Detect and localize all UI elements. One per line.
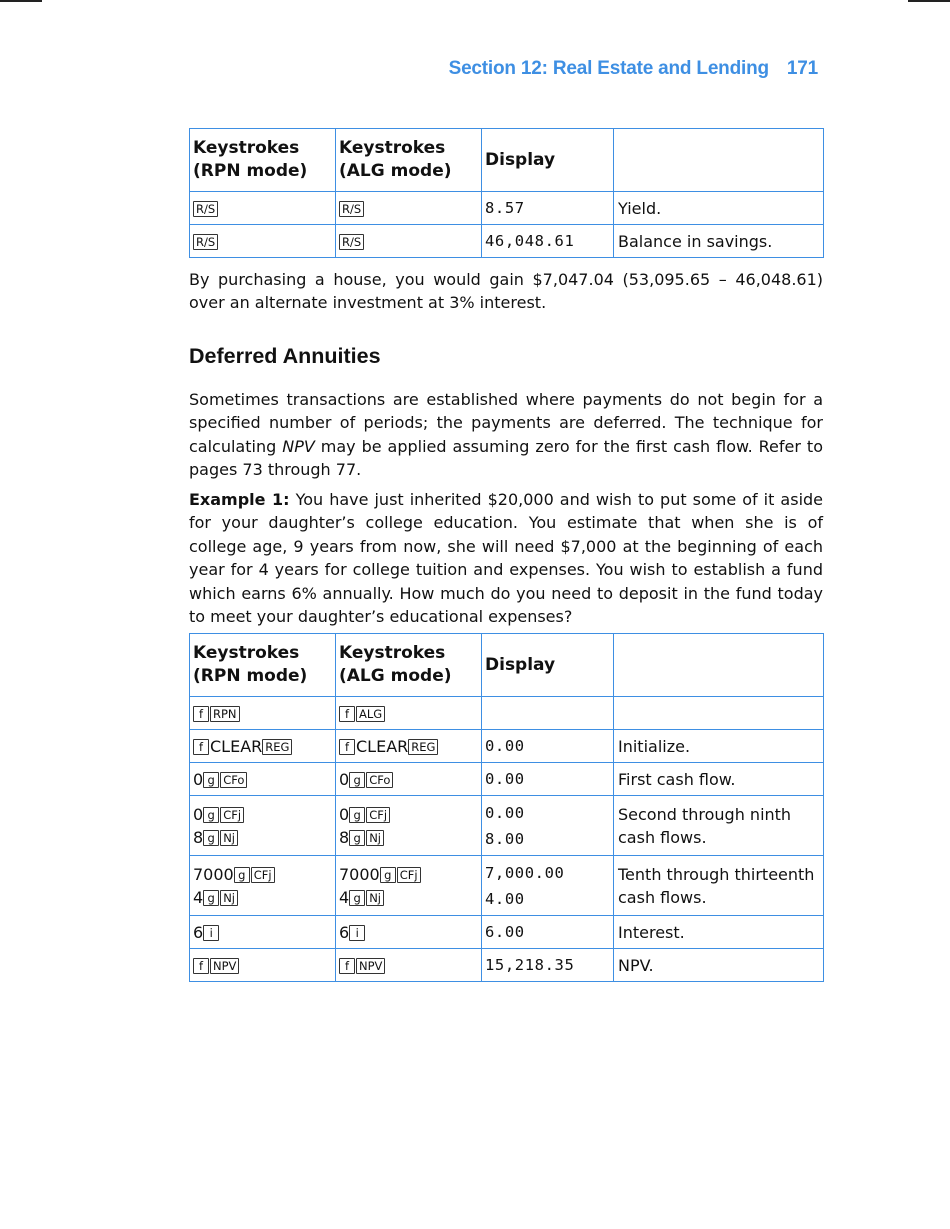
entry-number: 7000 bbox=[193, 864, 234, 884]
running-header bbox=[449, 58, 818, 80]
table-row bbox=[190, 856, 824, 916]
table-row bbox=[190, 192, 824, 225]
key-rpn: RPN bbox=[210, 706, 240, 722]
key-cfj: CFj bbox=[366, 807, 390, 823]
keystroke-line bbox=[339, 803, 481, 826]
key-run-stop: R/S bbox=[339, 234, 364, 250]
table-header-row bbox=[190, 129, 824, 192]
alg-keys bbox=[336, 192, 482, 225]
display-value bbox=[482, 796, 614, 856]
key-run-stop: R/S bbox=[193, 201, 218, 217]
key-g: g bbox=[203, 890, 219, 906]
keystroke-line bbox=[339, 886, 481, 909]
section-heading: Section 12: Real Estate and Lending bbox=[448, 58, 769, 79]
key-f: f bbox=[339, 739, 355, 755]
rpn-keys bbox=[190, 192, 336, 225]
description: Interest. bbox=[614, 916, 824, 949]
entry-number: 0 bbox=[339, 769, 350, 789]
key-nj: Nj bbox=[220, 830, 238, 846]
key-cfj: CFj bbox=[397, 867, 421, 883]
key-i: i bbox=[349, 925, 365, 941]
key-cf0: CFo bbox=[220, 772, 247, 788]
alg-keys bbox=[336, 916, 482, 949]
alg-keys bbox=[336, 949, 482, 982]
npv-term: NPV bbox=[282, 436, 315, 456]
entry-number: 6 bbox=[339, 922, 350, 942]
entry-number: 7000 bbox=[339, 864, 380, 884]
alg-keys bbox=[336, 856, 482, 916]
header-display: Display bbox=[482, 634, 614, 697]
rpn-keys bbox=[190, 730, 336, 763]
keystroke-line bbox=[339, 826, 481, 849]
table-header-row bbox=[190, 634, 824, 697]
rpn-keys bbox=[190, 916, 336, 949]
display-value: 0.00 bbox=[482, 763, 614, 796]
alg-keys bbox=[336, 225, 482, 258]
entry-number: 0 bbox=[193, 769, 204, 789]
keystroke-line bbox=[193, 863, 335, 886]
header-alg: Keystrokes (ALG mode) bbox=[336, 129, 482, 192]
key-cfj: CFj bbox=[251, 867, 275, 883]
key-i: i bbox=[203, 925, 219, 941]
table-row bbox=[190, 949, 824, 982]
key-g: g bbox=[380, 867, 396, 883]
key-reg: REG bbox=[262, 739, 292, 755]
entry-number: 8 bbox=[339, 827, 350, 847]
keystroke-table-2 bbox=[189, 633, 824, 982]
entry-number: 0 bbox=[193, 804, 204, 824]
key-cf0: CFo bbox=[366, 772, 393, 788]
table-row bbox=[190, 225, 824, 258]
key-g: g bbox=[349, 772, 365, 788]
rpn-keys bbox=[190, 796, 336, 856]
keystroke-line bbox=[339, 863, 481, 886]
paragraph-example bbox=[189, 488, 823, 628]
crop-mark-right bbox=[908, 0, 950, 2]
example-text: You have just inherited $20,000 and wish to put some of it aside for your daughter’s college education. You estimate that when she is of college age, 9 years from now, she will need $7,000 at the beginning of each year for 4 years for college tuition and expenses. You wish to establish a fund which earns 6% annually. How much do you need to deposit in the fund today to meet your daughter’s educational expenses? bbox=[189, 490, 824, 627]
description bbox=[614, 697, 824, 730]
key-nj: Nj bbox=[220, 890, 238, 906]
description: Balance in savings. bbox=[614, 225, 824, 258]
key-f: f bbox=[193, 739, 209, 755]
display-value: 46,048.61 bbox=[482, 225, 614, 258]
key-nj: Nj bbox=[366, 890, 384, 906]
table-row bbox=[190, 697, 824, 730]
keystroke-table-1 bbox=[189, 128, 824, 258]
paragraph-deferred bbox=[189, 388, 823, 482]
example-label: Example 1: bbox=[189, 490, 290, 509]
description: Tenth through thirteenth cash flows. bbox=[614, 856, 824, 916]
table-row bbox=[190, 916, 824, 949]
header-description bbox=[614, 634, 824, 697]
alg-keys bbox=[336, 763, 482, 796]
description: Second through ninth cash flows. bbox=[614, 796, 824, 856]
table-row bbox=[190, 730, 824, 763]
key-g: g bbox=[203, 772, 219, 788]
header-rpn: Keystrokes (RPN mode) bbox=[190, 129, 336, 192]
key-g: g bbox=[349, 807, 365, 823]
crop-mark-left bbox=[0, 0, 42, 2]
keystroke-line bbox=[193, 886, 335, 909]
key-g: g bbox=[203, 807, 219, 823]
display-value bbox=[482, 856, 614, 916]
keystroke-line bbox=[193, 826, 335, 849]
alg-keys bbox=[336, 796, 482, 856]
display-value: 0.00 bbox=[482, 730, 614, 763]
key-run-stop: R/S bbox=[193, 234, 218, 250]
key-f: f bbox=[339, 958, 355, 974]
entry-number: 0 bbox=[339, 804, 350, 824]
page-number: 171 bbox=[786, 58, 818, 79]
display-line: 8.00 bbox=[485, 829, 525, 848]
key-f: f bbox=[339, 706, 355, 722]
display-value: 8.57 bbox=[482, 192, 614, 225]
header-description bbox=[614, 129, 824, 192]
clear-label: CLEAR bbox=[210, 736, 263, 756]
table-row bbox=[190, 796, 824, 856]
key-npv: NPV bbox=[210, 958, 239, 974]
keystroke-line bbox=[193, 803, 335, 826]
key-cfj: CFj bbox=[220, 807, 244, 823]
table-row bbox=[190, 763, 824, 796]
key-g: g bbox=[349, 830, 365, 846]
key-run-stop: R/S bbox=[339, 201, 364, 217]
key-reg: REG bbox=[408, 739, 438, 755]
rpn-keys bbox=[190, 949, 336, 982]
description: First cash flow. bbox=[614, 763, 824, 796]
paragraph-gain: By purchasing a house, you would gain $7,047.04 (53,095.65 – 46,048.61) over an alternate investment at 3% interest. bbox=[189, 270, 823, 313]
display-line: 7,000.00 bbox=[485, 863, 565, 882]
clear-label: CLEAR bbox=[356, 736, 409, 756]
key-nj: Nj bbox=[366, 830, 384, 846]
alg-keys bbox=[336, 697, 482, 730]
display-value: 15,218.35 bbox=[482, 949, 614, 982]
entry-number: 6 bbox=[193, 922, 204, 942]
section-title: Deferred Annuities bbox=[189, 344, 381, 368]
rpn-keys bbox=[190, 856, 336, 916]
key-f: f bbox=[193, 706, 209, 722]
rpn-keys bbox=[190, 763, 336, 796]
entry-number: 8 bbox=[193, 827, 204, 847]
header-alg: Keystrokes (ALG mode) bbox=[336, 634, 482, 697]
display-value: 6.00 bbox=[482, 916, 614, 949]
display-line: 0.00 bbox=[485, 803, 525, 822]
description: Yield. bbox=[614, 192, 824, 225]
key-f: f bbox=[193, 958, 209, 974]
display-value bbox=[482, 697, 614, 730]
description: Initialize. bbox=[614, 730, 824, 763]
header-rpn: Keystrokes (RPN mode) bbox=[190, 634, 336, 697]
header-display: Display bbox=[482, 129, 614, 192]
description: NPV. bbox=[614, 949, 824, 982]
text-segment: may be applied assuming zero for the first cash flow. Refer to pages 73 through 77. bbox=[189, 436, 823, 480]
text-segment: Sometimes transactions are established where payments do not begin for a specified number of periods; the payments are deferred. The technique for calculating bbox=[189, 390, 823, 456]
rpn-keys bbox=[190, 697, 336, 730]
key-g: g bbox=[349, 890, 365, 906]
alg-keys bbox=[336, 730, 482, 763]
key-g: g bbox=[203, 830, 219, 846]
key-alg: ALG bbox=[356, 706, 385, 722]
key-g: g bbox=[234, 867, 250, 883]
entry-number: 4 bbox=[193, 887, 204, 907]
rpn-keys bbox=[190, 225, 336, 258]
key-npv: NPV bbox=[356, 958, 385, 974]
display-line: 4.00 bbox=[485, 889, 525, 908]
entry-number: 4 bbox=[339, 887, 350, 907]
